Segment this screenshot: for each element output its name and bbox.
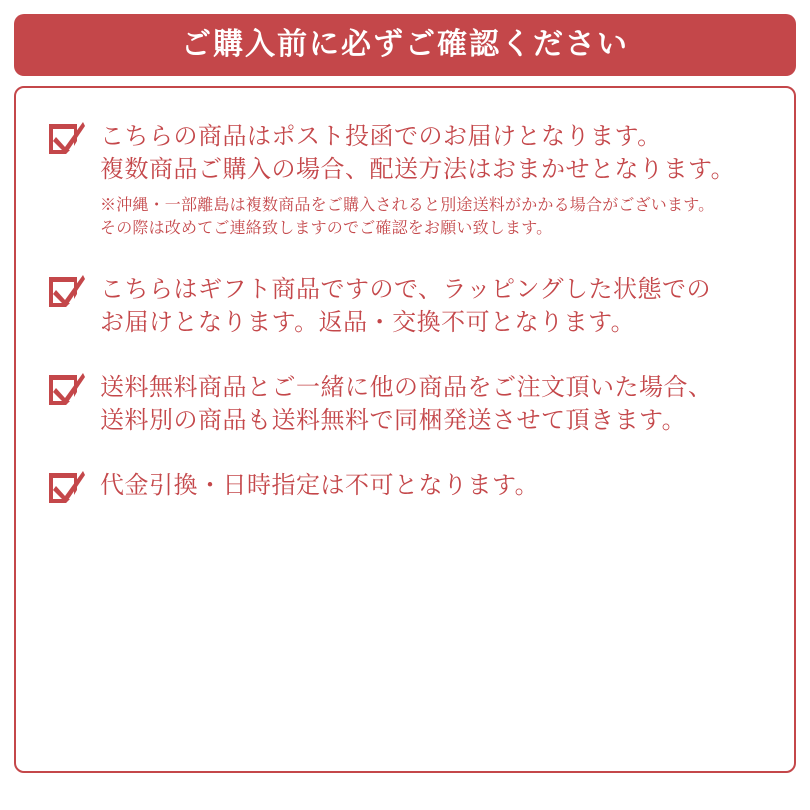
note-line: 複数商品ご購入の場合、配送方法はおまかせとなります。 <box>100 156 736 184</box>
list-item <box>46 118 764 241</box>
note-small-line: ※沖縄・一部離島は複数商品をご購入されると別途送料がかかる場合がございます。 <box>100 197 715 215</box>
note-small-block <box>100 194 764 240</box>
notice-card <box>14 86 796 773</box>
note-line: 送料無料商品とご一緒に他の商品をご注文頂いた場合、 <box>100 373 713 401</box>
note-body <box>100 369 764 437</box>
note-line: お届けとなります。返品・交換不可となります。 <box>100 308 636 336</box>
header-banner <box>14 14 796 76</box>
check-icon <box>46 120 86 160</box>
list-item <box>46 369 764 437</box>
note-line: こちらの商品はポスト投函でのお届けとなります。 <box>100 123 662 150</box>
check-icon <box>46 371 86 411</box>
list-item <box>46 271 764 339</box>
note-small-line: その際は改めてご連絡致しますのでご確認をお願い致します。 <box>100 220 553 238</box>
note-line: こちらはギフト商品ですので、ラッピングした状態での <box>100 275 712 303</box>
note-body <box>100 118 764 241</box>
note-body <box>100 271 764 339</box>
note-line: 送料別の商品も送料無料で同梱発送させて頂きます。 <box>100 406 687 434</box>
check-icon <box>46 273 86 313</box>
note-body <box>100 467 764 502</box>
check-icon <box>46 469 86 509</box>
page-title: ご購入前に必ずご確認ください <box>181 28 629 61</box>
note-line: 代金引換・日時指定は不可となります。 <box>100 472 540 500</box>
list-item <box>46 467 764 509</box>
